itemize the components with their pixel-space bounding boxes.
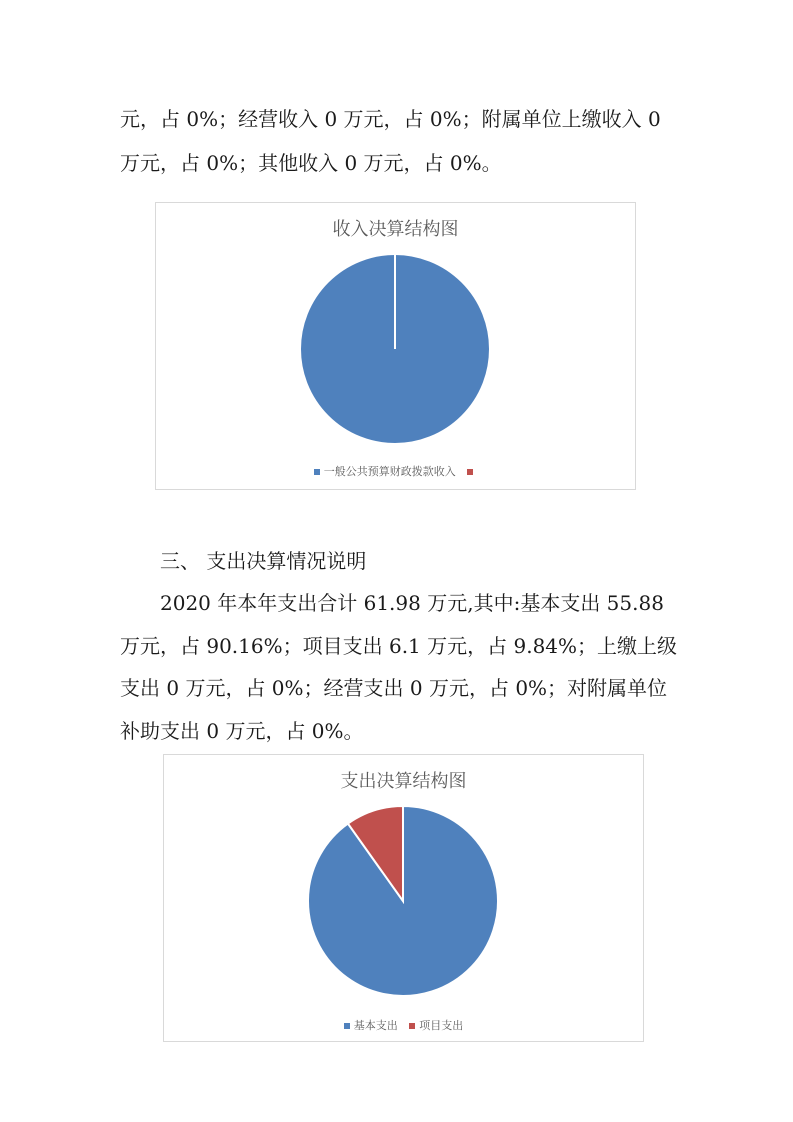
paragraph-line: 万元，占 0%；其他收入 0 万元，占 0%。 [120, 151, 502, 175]
paragraph-line: 2020 年本年支出合计 61.98 万元,其中:基本支出 55.88 [160, 591, 664, 615]
paragraph-line: 元，占 0%；经营收入 0 万元，占 0%；附属单位上缴收入 0 [120, 107, 661, 131]
legend-swatch-red [409, 1023, 415, 1029]
income-chart [155, 202, 636, 490]
paragraph-line: 补助支出 0 万元，占 0%。 [120, 719, 364, 743]
legend-swatch-red [467, 469, 473, 475]
legend-item [467, 465, 477, 478]
expense-pie [164, 755, 643, 1041]
legend-label: 一般公共预算财政拨款收入 [323, 465, 456, 478]
expense-chart [163, 754, 644, 1042]
income-pie [156, 203, 635, 489]
expense-legend [164, 1017, 643, 1033]
paragraph-line: 万元，占 90.16%；项目支出 6.1 万元，占 9.84%；上缴上级 [120, 634, 678, 658]
paragraph-line: 支出 0 万元，占 0%；经营支出 0 万元，占 0%；对附属单位 [120, 676, 668, 700]
income-legend [156, 463, 635, 479]
income-chart-title: 收入决算结构图 [332, 219, 459, 240]
legend-item [409, 1017, 463, 1033]
legend-swatch-blue [314, 469, 320, 475]
legend-swatch-blue [344, 1023, 350, 1029]
legend-label: 基本支出 [353, 1019, 398, 1032]
legend-label: 项目支出 [419, 1019, 464, 1032]
legend-item [344, 1017, 398, 1033]
legend-item [314, 463, 456, 479]
section-heading: 三、 支出决算情况说明 [160, 549, 367, 573]
expense-chart-title: 支出决算结构图 [340, 771, 467, 792]
